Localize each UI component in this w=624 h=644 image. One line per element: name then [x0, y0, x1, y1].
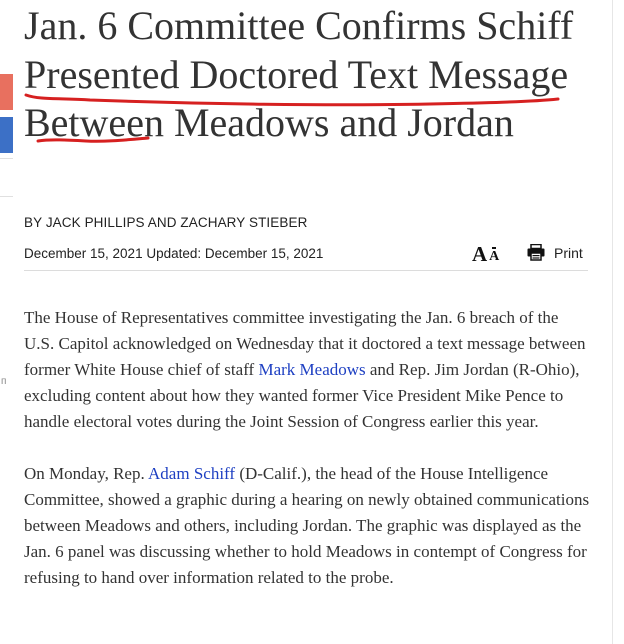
print-button[interactable]: [527, 244, 583, 261]
paragraph-text: On Monday, Rep.: [24, 464, 149, 483]
font-size-toggle[interactable]: [472, 242, 499, 264]
article-dates: December 15, 2021 Updated: December 15, 2021: [24, 246, 324, 261]
sidebar-divider: [612, 0, 613, 644]
meta-divider: [24, 270, 588, 271]
link-mark-meadows[interactable]: Mark Meadows: [258, 360, 366, 379]
share-rail: [0, 0, 13, 644]
share-button-facebook[interactable]: [0, 117, 13, 153]
paragraph-text: The House of Representatives committee investigating the Jan. 6 breach of the U.S. Capitol acknowledged on Wednesday that it doctored a text message between former White House chief of staff: [24, 308, 586, 379]
paragraph-1: [24, 305, 590, 435]
paragraph-text: (D-Calif.), the head of the House Intelligence Committee, showed a graphic during a hearing on newly obtained communications between Meadows and others, including Jordan. The graphic was displayed as the Jan. 6 panel was discussing whether to hold Meadows in contempt of Congress for refusing to hand over information related to the probe.: [24, 464, 590, 587]
font-size-small-glyph: A: [489, 249, 500, 264]
font-size-large-glyph: A: [472, 242, 488, 266]
paragraph-text: and Rep. Jim Jordan (R-Ohio), excluding content about how they wanted former Vice President Mike Pence to handle electoral votes during the Joint Session of Congress earlier this year.: [24, 360, 580, 431]
rail-marker: п: [1, 376, 7, 387]
print-label: Print: [554, 244, 583, 261]
rail-divider: [0, 196, 13, 197]
share-button-email[interactable]: [0, 74, 13, 110]
article-byline: BY JACK PHILLIPS AND ZACHARY STIEBER: [24, 215, 308, 230]
article-headline: Jan. 6 Committee Confirms Schiff Presented Doctored Text Message Between Meadows and Jordan: [24, 3, 574, 145]
printer-icon: [527, 244, 545, 261]
rail-divider: [0, 158, 13, 159]
article-body: [24, 305, 590, 617]
paragraph-2: [24, 461, 590, 591]
link-adam-schiff[interactable]: Adam Schiff: [148, 464, 236, 483]
